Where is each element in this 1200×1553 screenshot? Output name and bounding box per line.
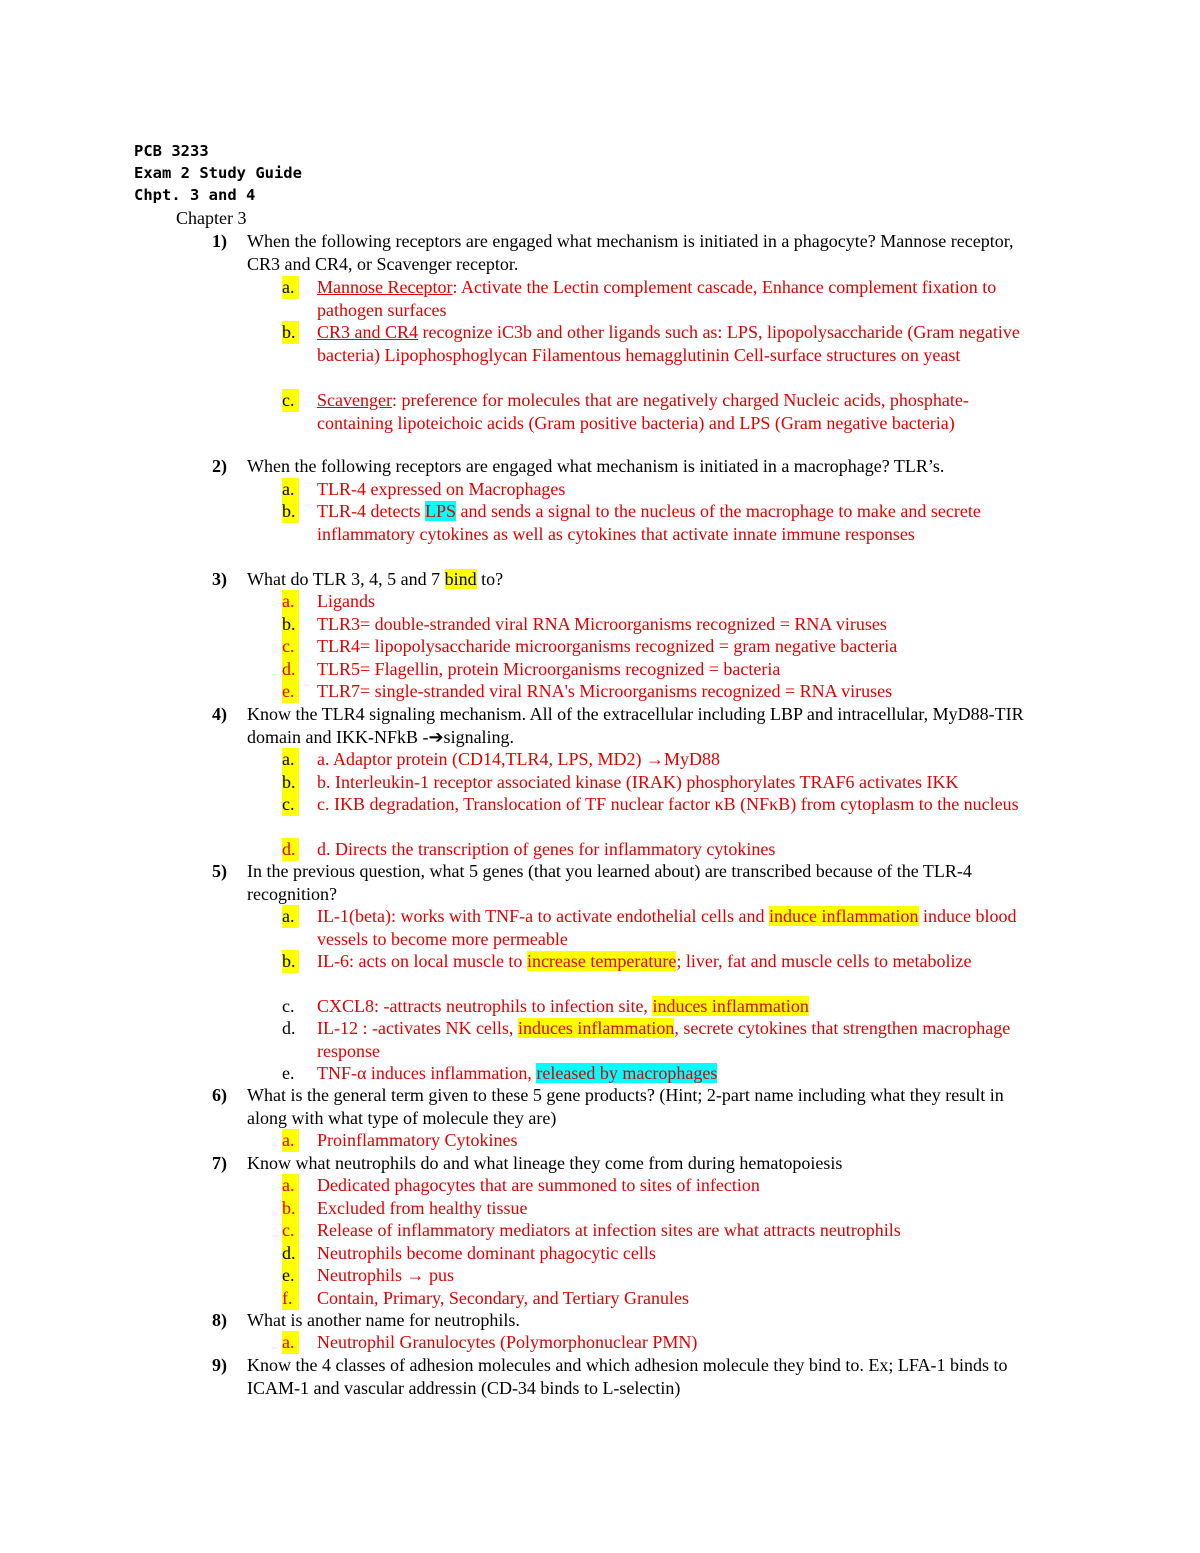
highlighted-phrase: induces inflammation <box>517 1018 675 1038</box>
answer-text: TLR7= single-stranded viral RNA's Microorganisms recognized = RNA viruses <box>317 681 893 701</box>
answer-text: TLR3= double-stranded viral RNA Microorganisms recognized = RNA viruses <box>317 614 887 634</box>
answer-letter: d. <box>282 1018 296 1038</box>
question-text: What is the general term given to these 5 gene products? (Hint; 2-part name including what they result in along with what type of molecule they are) <box>247 1085 1004 1128</box>
answer-text: c. IKB degradation, Translocation of TF nuclear factor κB (NFκB) from cytoplasm to the nucleus <box>317 794 1019 814</box>
answer-text: a. Adaptor protein (CD14,TLR4, LPS, MD2) →MyD88 <box>317 749 720 769</box>
answer-letter: c. <box>282 793 299 816</box>
question-number: 4) <box>212 704 227 724</box>
answer-5a <box>282 905 1027 950</box>
highlighted-phrase: induce inflammation <box>769 906 919 926</box>
answer-5b <box>282 950 1027 973</box>
answer-text: IL-1(beta): works with TNF-a to activate endothelial cells and <box>317 906 770 926</box>
answer-5e <box>282 1062 1027 1085</box>
answer-letter: b. <box>282 1197 299 1220</box>
answer-letter: c. <box>282 389 299 412</box>
answer-text: : Activate the Lectin complement cascade, Enhance complement fixation to pathogen surfaces <box>317 277 997 320</box>
answer-6a <box>282 1129 1027 1152</box>
answer-letter: e. <box>282 1264 299 1287</box>
answer-4d <box>282 838 1027 861</box>
answer-text: TNF-α induces inflammation, <box>317 1063 537 1083</box>
answer-letter: b. <box>282 500 299 523</box>
answer-3a <box>282 590 1027 613</box>
answer-text: IL-6: acts on local muscle to <box>317 951 527 971</box>
document-title: Exam 2 Study Guide <box>134 164 302 182</box>
answer-letter: e. <box>282 1063 295 1083</box>
answer-2b <box>282 500 1027 545</box>
answer-7f <box>282 1287 1027 1310</box>
answer-letter: b. <box>282 771 299 794</box>
answer-letter: a. <box>282 1331 299 1354</box>
question-9 <box>212 1354 1032 1399</box>
question-text: When the following receptors are engaged what mechanism is initiated in a phagocyte? Mannose receptor, CR3 and CR4, or Scavenger receptor. <box>247 231 1014 274</box>
answer-text: : preference for molecules that are negatively charged Nucleic acids, phosphate-containing lipoteichoic acids (Gram positive bacteria) and LPS (Gram negative bacteria) <box>317 390 969 433</box>
answer-text: IL-12 : -activates NK cells, <box>317 1018 518 1038</box>
answer-letter: c. <box>282 635 299 658</box>
answer-7c <box>282 1219 1027 1242</box>
question-text-cont: to? <box>476 569 504 589</box>
answer-text: Contain, Primary, Secondary, and Tertiary Granules <box>317 1288 689 1308</box>
answer-text: Proinflammatory Cytokines <box>317 1130 518 1150</box>
answer-text-cont: , secrete cytokines that strengthen macrophage response <box>317 1018 1011 1061</box>
answer-text: recognize iC3b and other ligands such as: LPS, lipopolysaccharide (Gram negative bacteria) Lipophosphoglycan Filamentous hemagglutinin Cell-surface structures on yeast <box>317 322 1020 365</box>
answer-text: TLR5= Flagellin, protein Microorganisms recognized = bacteria <box>317 659 781 679</box>
answer-letter: d. <box>282 838 299 861</box>
section-heading: Chapter 3 <box>176 208 247 228</box>
question-number: 1) <box>212 231 227 251</box>
answer-letter: e. <box>282 680 299 703</box>
answer-7a <box>282 1174 1027 1197</box>
question-5 <box>212 860 1032 905</box>
answer-5d <box>282 1017 1027 1062</box>
question-text: When the following receptors are engaged what mechanism is initiated in a macrophage? TLR’s. <box>247 456 945 476</box>
answer-8a <box>282 1331 1027 1354</box>
answer-5c <box>282 995 1027 1018</box>
chapter-range: Chpt. 3 and 4 <box>134 186 256 204</box>
answer-term: Scavenger <box>317 390 392 410</box>
question-7 <box>212 1152 1032 1175</box>
highlighted-phrase: released by macrophages <box>536 1063 718 1083</box>
question-text: In the previous question, what 5 genes (that you learned about) are transcribed because of the TLR-4 recognition? <box>247 861 972 904</box>
answer-letter: b. <box>282 950 299 973</box>
answer-4b <box>282 771 1027 794</box>
answer-3d <box>282 658 1027 681</box>
answer-text-cont: and sends a signal to the nucleus of the macrophage to make and secrete inflammatory cytokines as well as cytokines that activate innate immune responses <box>317 501 981 544</box>
highlighted-phrase: induces inflammation <box>652 996 809 1016</box>
question-1 <box>212 230 1032 275</box>
answer-text: TLR-4 detects <box>317 501 425 521</box>
question-4 <box>212 703 1032 748</box>
answer-letter: b. <box>282 321 299 344</box>
answer-text-cont: ; liver, fat and muscle cells to metabolize <box>676 951 972 971</box>
answer-text: CXCL8: -attracts neutrophils to infection site, <box>317 996 653 1016</box>
answer-1b <box>282 321 1027 366</box>
question-number: 2) <box>212 456 227 476</box>
answer-1a <box>282 276 1027 321</box>
answer-text: Neutrophils → pus <box>317 1265 454 1285</box>
answer-letter: c. <box>282 996 295 1016</box>
answer-letter: f. <box>282 1287 299 1310</box>
answer-3b <box>282 613 1027 636</box>
question-number: 9) <box>212 1355 227 1375</box>
answer-text: Ligands <box>317 591 375 611</box>
answer-letter: d. <box>282 658 299 681</box>
answer-letter: c. <box>282 1219 299 1242</box>
answer-4a <box>282 748 1027 771</box>
answer-text: Neutrophil Granulocytes (Polymorphonuclear PMN) <box>317 1332 698 1352</box>
answer-4c <box>282 793 1027 816</box>
question-number: 7) <box>212 1153 227 1173</box>
answer-text: TLR4= lipopolysaccharide microorganisms recognized = gram negative bacteria <box>317 636 898 656</box>
answer-text-cont: induce blood vessels to become more permeable <box>317 906 1017 949</box>
answer-letter: a. <box>282 1129 299 1152</box>
answer-letter: d. <box>282 1242 299 1265</box>
answer-letter: a. <box>282 276 299 299</box>
question-text: Know the 4 classes of adhesion molecules and which adhesion molecule they bind to. Ex; LFA-1 binds to ICAM-1 and vascular addressin (CD-34 binds to L-selectin) <box>247 1355 1008 1398</box>
question-6 <box>212 1084 1032 1129</box>
answer-7e <box>282 1264 1027 1287</box>
question-8 <box>212 1309 1032 1332</box>
highlighted-term: LPS <box>424 501 456 521</box>
question-text: Know the TLR4 signaling mechanism. All of the extracellular including LBP and intracellular, MyD88-TIR domain and IKK-NFkB -➔signaling. <box>247 704 1024 747</box>
answer-letter: a. <box>282 748 299 771</box>
question-number: 3) <box>212 569 227 589</box>
question-number: 5) <box>212 861 227 881</box>
answer-letter: b. <box>282 613 299 636</box>
question-2 <box>212 455 1032 478</box>
highlighted-term: bind <box>444 569 477 589</box>
answer-7d <box>282 1242 1027 1265</box>
answer-text: d. Directs the transcription of genes for inflammatory cytokines <box>317 839 776 859</box>
answer-letter: a. <box>282 590 299 613</box>
answer-text: Release of inflammatory mediators at infection sites are what attracts neutrophils <box>317 1220 901 1240</box>
answer-7b <box>282 1197 1027 1220</box>
answer-2a <box>282 478 1027 501</box>
question-number: 8) <box>212 1310 227 1330</box>
answer-letter: a. <box>282 478 299 501</box>
course-code: PCB 3233 <box>134 142 209 160</box>
answer-1c <box>282 389 1027 434</box>
question-text: What do TLR 3, 4, 5 and 7 <box>247 569 445 589</box>
answer-term: CR3 and CR4 <box>317 322 419 342</box>
question-number: 6) <box>212 1085 227 1105</box>
answer-3c <box>282 635 1027 658</box>
answer-text: b. Interleukin-1 receptor associated kinase (IRAK) phosphorylates TRAF6 activates IKK <box>317 772 959 792</box>
question-text: Know what neutrophils do and what lineage they come from during hematopoiesis <box>247 1153 843 1173</box>
highlighted-phrase: increase temperature <box>526 951 677 971</box>
question-3 <box>212 568 1032 591</box>
question-text: What is another name for neutrophils. <box>247 1310 520 1330</box>
answer-3e <box>282 680 1027 703</box>
answer-text: Excluded from healthy tissue <box>317 1198 528 1218</box>
answer-text: Neutrophils become dominant phagocytic cells <box>317 1243 656 1263</box>
answer-text: TLR-4 expressed on Macrophages <box>317 479 566 499</box>
answer-letter: a. <box>282 1174 299 1197</box>
answer-letter: a. <box>282 905 299 928</box>
answer-text: Dedicated phagocytes that are summoned to sites of infection <box>317 1175 760 1195</box>
answer-term: Mannose Receptor <box>317 277 453 297</box>
